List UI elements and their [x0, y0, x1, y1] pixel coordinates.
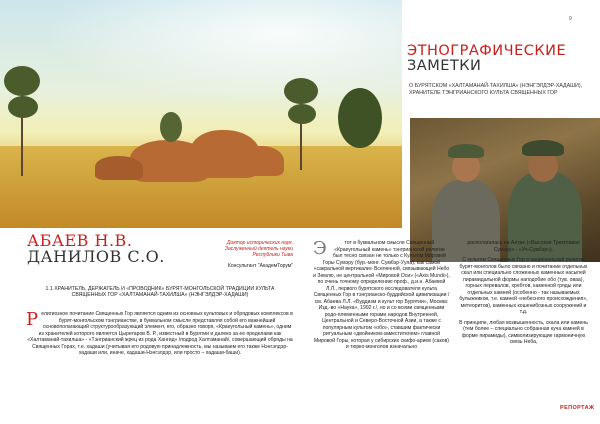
consultant-note: Консультант "АкадемТорум"	[227, 263, 293, 269]
rock-formation	[240, 146, 284, 176]
article-column-2	[313, 240, 450, 351]
section-subtitle: О БУРЯТСКОМ «ХАЛТАМАНАЙ-ТАХИЛША» (НЭНГЭЛДЭР-ХАДАШИ), ХРАНИТЕЛЕ ТЭНГРИАНСКОГО КУЛЬТА СВЯЩЕННЫХ ГОР	[409, 83, 583, 96]
rock-formation	[95, 156, 143, 180]
paragraph: С культом Священных Гор в национальной религии бурят-монголов было связано и почитание отдельных скал или специально сложенных каменных насыпей пирамидальной формы наподобие обо (тув. оваа), горных перевалов, хребтов, каменной гряды или отдельных камней (особенно - так называемых булыжников, т.е. камней «небесного происхождения», метеоритов), каменных кошенибозных сооружений и т.д.	[459, 257, 588, 315]
tree	[4, 66, 40, 96]
article-column-3	[457, 240, 590, 350]
paragraph: В принципе, любая возвышенность, скала или камень (тем более – специально собранная куча камней в форме пирамиды), символизирующие гармоничную связь Неба,	[459, 319, 588, 345]
credential-line: Доктор исторических наук,	[227, 240, 293, 246]
article-subtitle: 1.1 ХРАНИТЕЛЬ, ДЕРЖАТЕЛЬ И «ПРОВОДНИК» БУРЯТ-МОНГОЛЬСКОЙ ТРАДИЦИИ КУЛЬТА СВЯЩЕННЫХ ГОР «ХАЛТАМАНАЙ-ТАХИЛША» (НЭНГЭЛДЭР-ХАДАШИ)	[45, 286, 275, 299]
tree	[8, 96, 38, 118]
paragraph: тот в буквальном смысле Священный «Краеугольный камень» тэнгрианской религии был тесно связан не только с Культом Мировой Горы Сумэру (бур.-монг. Сумбэр-Уула), как самой «сакральной вертикали» Вселенной, связывающей Небо и Землю, не центральной «Мировой Оси» («Axis Mundi»), по очень точному определению проф., д.и.н. Абаевой Л.Л., первого бурятского исследователя культа Священных Гор в тэнгрианско-буддийской цивилизации /см. Абаева Л.Л. «Буддизм и культ гор Бурятии», Москва: Изд.-во «Наука», 1992 г./, но и со всеми священными родо-племенными горами народов Внутренней, Центральной и Северо-Восточной Азии, а также с популярным культом «обо», ставшим фактически ритуальным «двойником-заместителем» главной Мировой Горы, которая у сибирских скифо-ариев (саков) и тюрко-монголов изначально	[313, 240, 450, 350]
tree	[338, 88, 382, 148]
section-title-line2: ЗАМЕТКИ	[407, 58, 482, 74]
tree	[284, 78, 318, 104]
tree	[160, 112, 182, 142]
credential-line: Республики Тыва	[252, 252, 293, 259]
sky-haze	[0, 0, 402, 114]
section-title-line1: ЭТНОГРАФИЧЕСКИЕ	[407, 43, 567, 59]
drop-cap: Э	[313, 238, 327, 259]
paragraph: располагалась на Алтае («Высокая Трехглавая Сумэру» - «Уч-Сумбэр»).	[467, 240, 580, 253]
article-column-1	[26, 311, 294, 357]
paragraph: елигиозное почитание Священных Гор является одним из основных культовых и обрядовых комплексов в бурят-монгольском тэнгрианстве, в буквальном смысле представляя собой его важнейший основополагающий структурообразующий элемент, его, образно говоря, «Краеугольный камень», одним из хранителей которого является Цыретаров В. Р., известный в Бурятии и далеко за ее пределами как «Халтаманай-тахилша» - «Тэнгрианский жрец из рода Хангид» /подрод Халтаманай/, совершающий обряды на Священных Горах, т.е. хадаши (учитывая его родовую принадлежность, мы называем его также Нэнгэлдэр-хадаши или, иначе, хадаши-Нэнгэлдэр, или просто – хадаши-баши).	[27, 311, 293, 356]
section-rubric: РЕПОРТАЖ	[560, 405, 595, 411]
person-left-hat	[448, 144, 484, 158]
author-2: ДАНИЛОВ С.О.	[27, 247, 165, 266]
drop-cap: Р	[26, 309, 39, 330]
landscape-photo	[0, 0, 402, 228]
person-right-hat	[522, 140, 564, 156]
section-title	[407, 44, 597, 74]
author-credentials	[180, 240, 293, 259]
authors-heading	[27, 233, 165, 265]
tree	[288, 104, 316, 124]
author-1: АБАЕВ Н.В.	[27, 231, 133, 250]
page-number: 9	[569, 16, 572, 22]
credential-line: Заслуженный деятель науки	[224, 246, 293, 253]
